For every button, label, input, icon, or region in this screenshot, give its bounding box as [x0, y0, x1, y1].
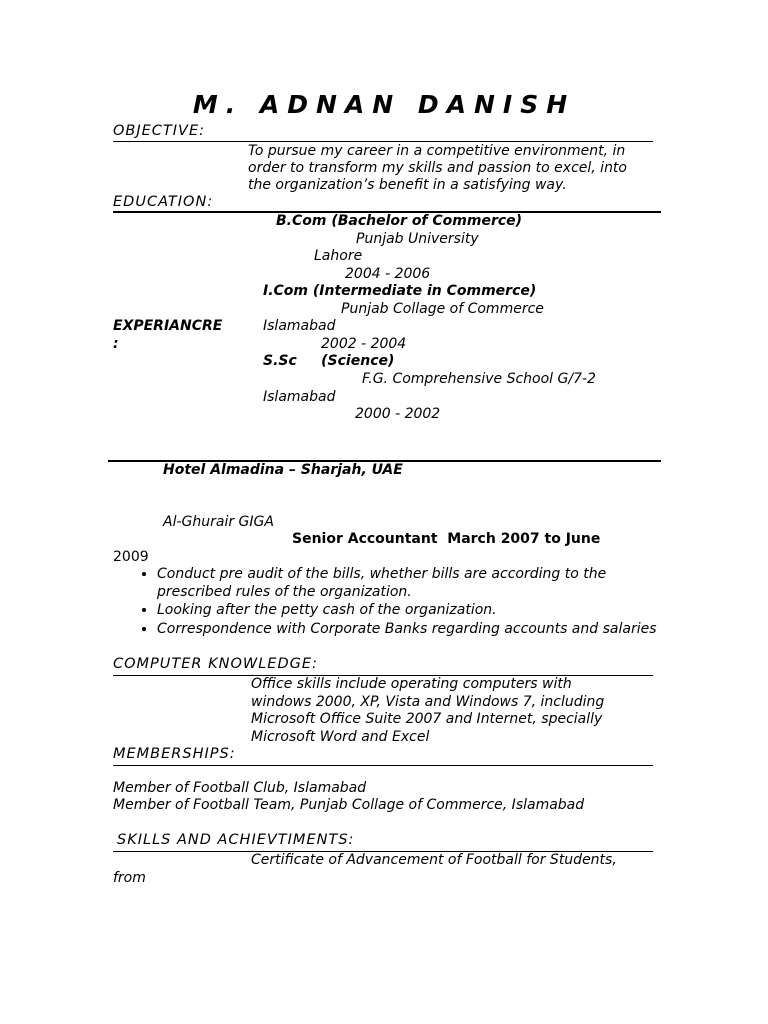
position-title: Senior Accountant March 2007 to June: [292, 531, 601, 547]
objective-rule: [113, 141, 653, 142]
icom-years: 2002 - 2004: [321, 336, 407, 352]
memberships-rule: [113, 765, 653, 766]
memberships-heading: MEMBERSHIPS:: [113, 746, 236, 762]
skills-line-1: Certificate of Advancement of Football for Students,: [251, 852, 617, 868]
experience-heading-colon: :: [113, 336, 119, 352]
objective-line-1: To pursue my career in a competitive environment, in: [248, 143, 626, 159]
icom-city: Islamabad: [263, 318, 336, 334]
duties-list: [132, 566, 657, 639]
position-year: 2009: [113, 549, 149, 565]
ssc-degree: S.Sc (Science): [263, 353, 395, 369]
duty-item: • Correspondence with Corporate Banks regarding accounts and salaries: [157, 621, 657, 639]
ssc-years: 2000 - 2002: [355, 406, 441, 422]
ssc-city: Islamabad: [263, 389, 336, 405]
icom-degree: I.Com (Intermediate in Commerce): [263, 283, 537, 299]
bcom-degree: B.Com (Bachelor of Commerce): [276, 213, 523, 229]
computer-line-2: windows 2000, XP, Vista and Windows 7, including: [251, 694, 605, 710]
education-heading: EDUCATION:: [113, 194, 214, 210]
computer-heading: COMPUTER KNOWLEDGE:: [113, 656, 318, 672]
computer-line-3: Microsoft Office Suite 2007 and Internet, specially: [251, 711, 603, 727]
membership-item: Member of Football Team, Punjab Collage of Commerce, Islamabad: [113, 797, 585, 813]
bcom-institution: Punjab University: [356, 231, 479, 247]
icom-institution: Punjab Collage of Commerce: [341, 301, 544, 317]
skills-heading: SKILLS AND ACHIEVTIMENTS:: [117, 832, 355, 848]
employer-2: Al-Ghurair GIGA: [163, 514, 274, 530]
experience-heading: EXPERIANCRE: [113, 318, 223, 334]
candidate-name: M. ADNAN DANISH: [192, 90, 576, 119]
computer-line-4: Microsoft Word and Excel: [251, 729, 430, 745]
duty-item: • Conduct pre audit of the bills, whether bills are according to the prescribed rules of the organization.: [157, 566, 657, 601]
objective-line-3: the organization’s benefit in a satisfying way.: [248, 177, 567, 193]
membership-item: Member of Football Club, Islamabad: [113, 780, 367, 796]
duty-item: • Looking after the petty cash of the organization.: [157, 602, 657, 620]
bcom-city: Lahore: [314, 248, 363, 264]
objective-heading: OBJECTIVE:: [113, 123, 206, 139]
skills-line-2: from: [113, 870, 146, 886]
bcom-years: 2004 - 2006: [345, 266, 431, 282]
computer-line-1: Office skills include operating computers with: [251, 676, 572, 692]
employer-1: Hotel Almadina – Sharjah, UAE: [163, 462, 403, 478]
objective-line-2: order to transform my skills and passion to excel, into: [248, 160, 627, 176]
ssc-institution: F.G. Comprehensive School G/7-2: [362, 371, 596, 387]
